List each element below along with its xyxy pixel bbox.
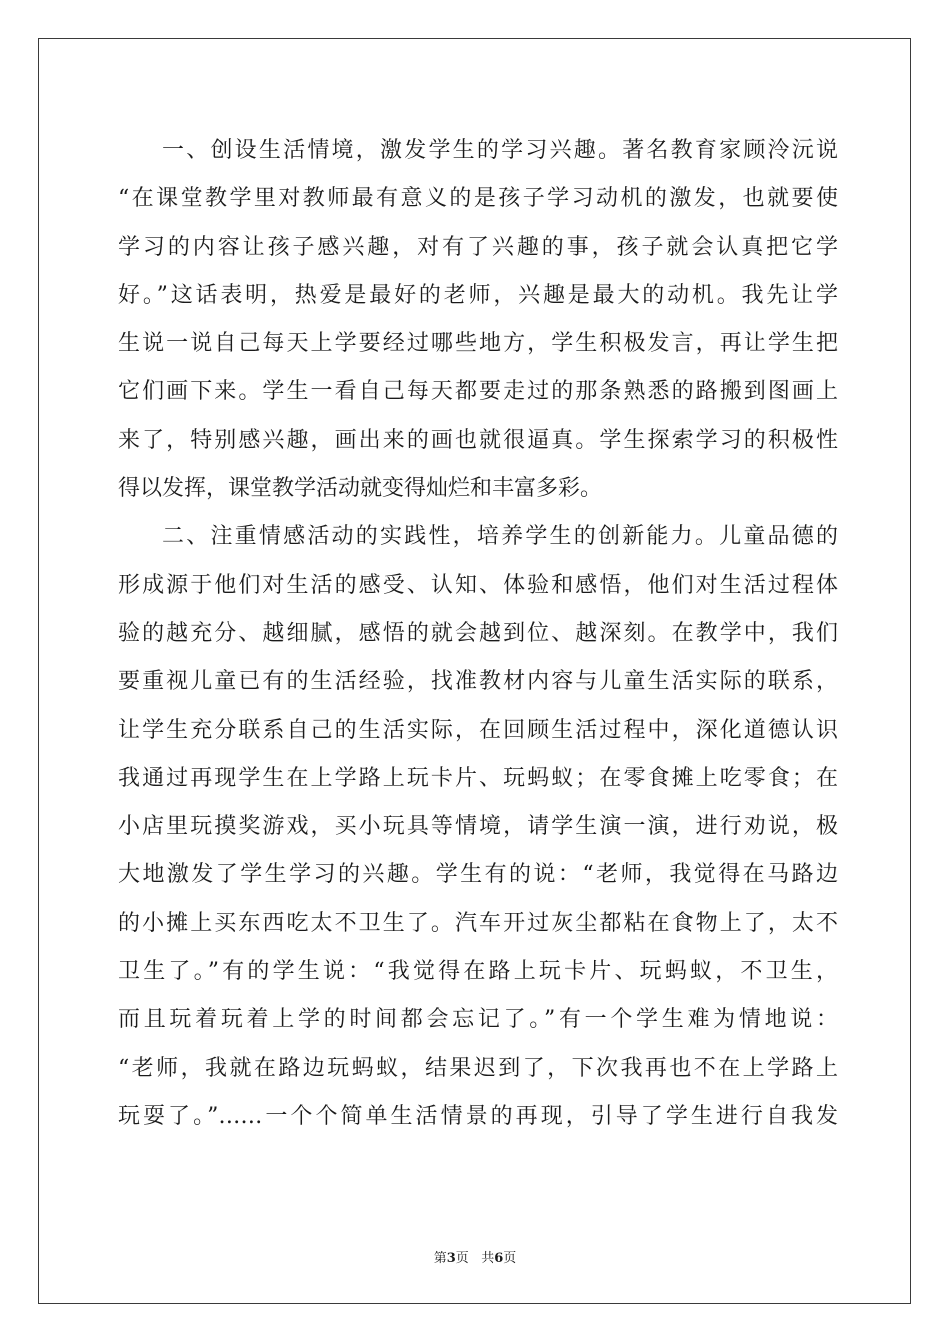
text-line: 形成源于他们对生活的感受、认知、体验和感悟，他们对生活过程体 (118, 572, 838, 598)
text-line: 二、注重情感活动的实践性，培养学生的创新能力。儿童品德的 (162, 524, 838, 550)
current-page-number: 3 (446, 1251, 456, 1266)
text-line: “老师，我就在路边玩蚂蚁，结果迟到了，下次我再也不在上学路上 (118, 1055, 838, 1081)
text-line: 卫生了。”有的学生说：“我觉得在路上玩卡片、玩蚂蚁，不卫生， (118, 959, 838, 985)
text-line: 它们画下来。学生一看自己每天都要走过的那条熟悉的路搬到图画上 (118, 379, 838, 405)
page-footer (0, 1247, 950, 1266)
text-line: 验的越充分、越细腻，感悟的就会越到位、越深刻。在教学中，我们 (118, 620, 838, 646)
document-body (118, 127, 838, 1141)
text-line: 让学生充分联系自己的生活实际，在回顾生活过程中，深化道德认识 (118, 717, 838, 743)
page-label-prefix: 第 (433, 1251, 447, 1266)
text-line: 生说一说自己每天上学要经过哪些地方，学生积极发言，再让学生把 (118, 331, 838, 357)
text-line: 我通过再现学生在上学路上玩卡片、玩蚂蚁；在零食摊上吃零食；在 (118, 765, 838, 791)
text-line: 的小摊上买东西吃太不卫生了。汽车开过灰尘都粘在食物上了，太不 (118, 910, 838, 936)
text-line: 而且玩着玩着上学的时间都会忘记了。”有一个学生难为情地说： (118, 1007, 838, 1033)
text-line: 来了，特别感兴趣，画出来的画也就很逼真。学生探索学习的积极性 (118, 427, 838, 453)
page-label-suffix: 页 (503, 1251, 517, 1266)
text-line: 一、创设生活情境，激发学生的学习兴趣。著名教育家顾泠沅说 (162, 138, 838, 163)
text-line: 好。”这话表明，热爱是最好的老师，兴趣是最大的动机。我先让学 (118, 282, 838, 308)
text-line: 小店里玩摸奖游戏，买小玩具等情境，请学生演一演，进行劝说，极 (118, 814, 838, 840)
text-line: 大地激发了学生学习的兴趣。学生有的说：“老师，我觉得在马路边 (118, 862, 838, 888)
paragraph-1 (118, 127, 838, 513)
page-label-mid: 页 共 (455, 1251, 495, 1266)
text-line: “在课堂教学里对教师最有意义的是孩子学习动机的激发，也就要使 (118, 186, 838, 212)
text-line: 玩耍了。”……一个个简单生活情景的再现，引导了学生进行自我发 (118, 1103, 838, 1129)
paragraph-2 (118, 513, 838, 1141)
text-line: 学习的内容让孩子感兴趣，对有了兴趣的事，孩子就会认真把它学 (118, 234, 838, 260)
text-line: 要重视儿童已有的生活经验，找准教材内容与儿童生活实际的联系， (118, 669, 838, 695)
total-page-number: 6 (494, 1251, 504, 1266)
text-line: 得以发挥，课堂教学活动就变得灿烂和丰富多彩。 (118, 476, 603, 502)
